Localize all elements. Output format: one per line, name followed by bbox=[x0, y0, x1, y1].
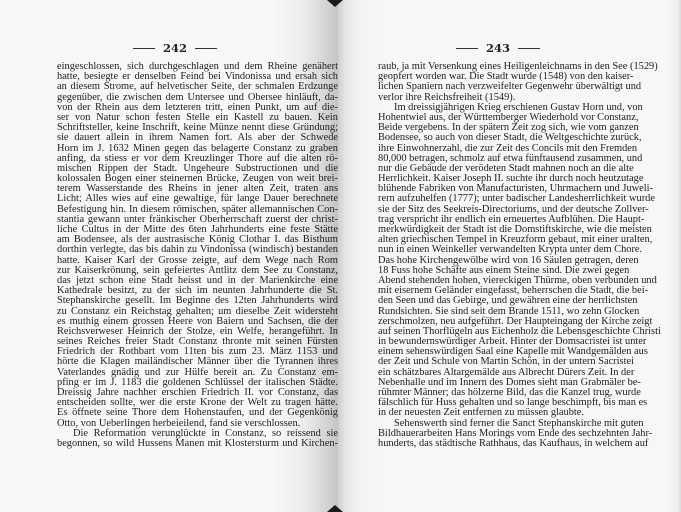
text-line: Abend stehenden hohen, viereckigen Thürme, oben verbunden und bbox=[378, 274, 657, 286]
text-line: Es öffnete seine Thore dem Hohenstaufen, und der Gegenkönig bbox=[57, 407, 338, 419]
right-page-number-text: 243 bbox=[486, 41, 511, 55]
text-line: rühmter Männer; das hölzerne Bild, das die Kanzel trug, wurde bbox=[378, 387, 641, 398]
text-line: hunderts, das städtische Rathhaus, das Kaufhaus, in welchem auf bbox=[378, 437, 649, 449]
text-line: Licht; Alles wies auf eine gewaltige, für lange Dauer berechnete bbox=[57, 193, 338, 205]
text-line: gegenüber, die zwischen dem Untersee und Obersee hinläuft, da- bbox=[57, 91, 338, 103]
text-line: stantia gewann unter fränkischer Oberherrschaft zuerst der christ- bbox=[57, 213, 338, 225]
text-line: das jetzt schon eine Stadt heisst und in der Marienkirche eine bbox=[57, 274, 338, 286]
text-line: Friedrich der Rothbart vom 11ten bis zum 23. März 1153 und bbox=[57, 346, 338, 358]
text-line: Die Reformation verunglückte in Constanz, so reissend sie bbox=[73, 427, 338, 439]
text-line: alten griechischen Tempel in Kreuzform gebaut, mit einer uralten, bbox=[378, 234, 653, 246]
spine-bottom-marker bbox=[327, 505, 343, 512]
text-line: Otto, von Ueberlingen herbeieilend, fand sie verschlossen. bbox=[57, 417, 301, 429]
text-line: nur die Gebäude der verödeten Stadt mahnen noch an die alte bbox=[378, 162, 634, 174]
text-line: Schriftsteller, keine Inschrift, keine Münze nennt diese Gründung; bbox=[57, 122, 338, 134]
text-line: Das hohe Kirchengewölbe wird von 16 Säulen getragen, deren bbox=[378, 254, 639, 266]
text-line: mischen Rippen der Stadt. Ungeheure Substructionen und die bbox=[57, 162, 338, 174]
text-line: Stephanskirche gesellt. Im Beginne des 12ten Jahrhunderts wird bbox=[57, 295, 338, 307]
text-line: einem sehenswürdigen Saal eine Kapelle mit Wandgemälden aus bbox=[378, 346, 648, 358]
text-line: Nebenhalle und im Innern des Domes sieht man Grabmäler be- bbox=[378, 376, 641, 388]
right-page-number bbox=[456, 41, 540, 55]
text-line: Im dreissigjährigen Krieg erschienen Gustav Horn und, von bbox=[394, 101, 643, 113]
text-line: seines Reiches freier Stadt Constanz thronte mit seinen Fürsten bbox=[57, 336, 338, 348]
text-line: Beide vergebens. In der spätern Zeit zog sich, wie vom ganzen bbox=[378, 122, 639, 134]
text-line: terem Wasserstande des Rheins in jener alten Zeit, traten ans bbox=[57, 183, 338, 195]
text-line: Dreissig Jahre nachher erschien Friedrich II. vor Constanz, das bbox=[57, 387, 338, 398]
text-line: Bodensee, so auch von dieser Stadt, die Weltgeschichte zurück, bbox=[378, 132, 642, 144]
left-page bbox=[0, 0, 338, 512]
text-line: Reichsverweser Heinrich der Stolze, ein Welfe, herangeführt. In bbox=[57, 325, 338, 337]
text-line: rern aufzuhelfen (1777); unter badischer Landesherrlichkeit wurde bbox=[378, 193, 655, 205]
text-line: Kathedrale besitzt, zu der sich im neunten Jahrhunderte die St. bbox=[57, 285, 338, 297]
text-line: 18 Fuss hohe Schäfte aus einem Steine sind. Die zwei gegen bbox=[378, 264, 630, 276]
text-line: sie dauert allein in ihrem Namen fort. Als aber der Schwede bbox=[57, 132, 338, 144]
text-line: hörte die Klagen mailändischer Männer über die Tyrannen ihres bbox=[57, 356, 338, 368]
text-line: raub, ja mit Versenkung eines Heiligenleichnams in den See (1529) bbox=[378, 61, 658, 72]
page-number-dash-left bbox=[456, 48, 478, 49]
text-line: Rundsichten. Sie sind seit dem Brande 1511, wo zehn Glocken bbox=[378, 305, 640, 317]
text-line: Vaterlandes gnädig und zur Hülfe bereit an. Zu Constanz em- bbox=[57, 366, 338, 378]
spine-top-marker bbox=[327, 0, 343, 7]
text-line: eingeschlossen, sich durchgeschlagen und dem Rheine genähert bbox=[57, 61, 338, 72]
text-line: 80,000 betragen, schmolz auf etwa fünftausend zusammen, und bbox=[378, 152, 643, 164]
page-number-dash-right bbox=[518, 48, 540, 49]
right-page bbox=[338, 0, 681, 512]
page-number-dash-right bbox=[195, 48, 217, 49]
text-line: kolossalen Bogen einer steinernen Brücke, Zeugen von weit brei- bbox=[57, 173, 338, 185]
text-line: verlor ihre Reichsfreiheit (1549). bbox=[378, 91, 516, 103]
text-line: blühende Fabriken von Manufacturisten, Uhrmachern und Juweli- bbox=[378, 183, 653, 195]
text-line: nun in einen Weinkeller verwandelten Krypta unter dem Chore. bbox=[378, 244, 643, 256]
text-line: lichen Spaniern nach verzweifelter Gegenwehr überwältigt und bbox=[378, 81, 642, 93]
text-line: anfing, da stiess er vor dem Kreuzlinger Thore auf die alten rö- bbox=[57, 152, 338, 164]
text-line: pfing er im J. 1183 die goldenen Schlüssel der italischen Städte. bbox=[57, 376, 338, 388]
page-number-dash-left bbox=[133, 48, 155, 49]
text-line: Bildhauerarbeiten Hans Morings vom Ende des sechzehnten Jahr- bbox=[378, 427, 653, 439]
text-line: hatte. Kaiser Karl der Grosse zeigte, auf dem Wege nach Rom bbox=[57, 254, 338, 266]
text-line: am Bodensee, als der austrasische König Clothar I. das Bisthum bbox=[57, 234, 338, 246]
text-line: trag verspricht ihr endlich ein erneuertes Aufblühen. Die Haupt- bbox=[378, 213, 645, 225]
text-line: geopfert worden war. Die Stadt wurde (1548) von den kaiser- bbox=[378, 71, 634, 83]
text-line: ein schätzbares Altargemälde aus Albrecht Dürers Zeit. In der bbox=[378, 366, 635, 378]
left-page-number-text: 242 bbox=[163, 41, 188, 55]
text-line: Hohentwiel aus, der Württemberger Wiederhold vor Constanz, bbox=[378, 111, 639, 123]
text-line: fälschlich für Huss gehalten und so lange beschimpft, bis man es bbox=[378, 397, 648, 409]
text-line: ser von Natur schon festen Stelle ein Kastell zu bauen. Kein bbox=[57, 111, 338, 123]
text-line: von der Rhein aus dem letzteren tritt, einen Punkt, um auf die- bbox=[57, 101, 338, 113]
text-line: Horn im J. 1632 Minen gegen das belagerte Constanz zu graben bbox=[57, 142, 338, 154]
right-page-text bbox=[378, 61, 661, 449]
text-line: dorthin verlegte, das bis dahin zu Vindonissa (windisch) bestanden bbox=[57, 244, 338, 256]
text-line: ihre Einwohnerzahl, die zur Zeit des Concils mit den Fremden bbox=[378, 142, 638, 154]
text-line: merkwürdigkeit der Stadt ist die Domstiftskirche, wie die meisten bbox=[378, 224, 652, 235]
text-line: zu Constanz ein Reichstag gehalten; um dieselbe Zeit widersteht bbox=[57, 305, 338, 317]
text-line: Befestigung hin. In diesem römischen, später allemannischen Con- bbox=[57, 203, 338, 215]
text-line: begonnen, so wild Hussens Manen mit Klostersturm und Kirchen- bbox=[57, 437, 338, 449]
text-line: liche Cultus in der Mitte des 6ten Jahrhunderts eine feste Stätte bbox=[57, 224, 338, 235]
left-page-number bbox=[133, 41, 217, 55]
text-line: an diesem Strome, auf helvetischer Seite, der schmalen Erdzunge bbox=[57, 81, 338, 93]
text-line: der Zeit und Schule von Martin Schön, in der untern Sacristei bbox=[378, 356, 634, 368]
text-line: Herrlichkeit. Kaiser Joseph II. suchte ihr durch noch heutzutage bbox=[378, 173, 644, 185]
text-line: auf seinen Thorflügeln aus Eichenholz die Lebensgeschichte Christi bbox=[378, 325, 661, 337]
text-line: in der neuesten Zeit entfernen zu müssen glaubte. bbox=[378, 407, 585, 419]
text-line: sie der Sitz des Seekreis-Directoriums, und der deutsche Zollver- bbox=[378, 203, 649, 215]
text-line: den Seen und das Gebirge, und gewähren eine der herrlichsten bbox=[378, 295, 638, 307]
text-line: entscheiden sollte, wer die erste Krone der Welt zu tragen hätte. bbox=[57, 397, 338, 409]
text-line: mit eisernem Geländer eingefasst, beherrschen die Stadt, die bei- bbox=[378, 285, 649, 297]
text-line: es muthig einem grossen Heere von Baiern und Sachsen, die der bbox=[57, 315, 338, 327]
text-line: Sehenswerth sind ferner die Sanct Stephanskirche mit guten bbox=[394, 417, 644, 429]
text-line: hatte, besiegte er denselben Feind bei Vindonissa und ersah sich bbox=[57, 71, 338, 83]
text-line: zur Kaiserkrönung, sein gefeiertes Antlitz dem See zu Constanz, bbox=[57, 264, 338, 276]
left-page-text bbox=[57, 62, 338, 449]
text-line: in bewundernswürdiger Arbeit. Hinter der Domsacristei ist unter bbox=[378, 336, 647, 348]
text-line: zerschmolzen, neu aufgeführt. Der Haupteingang der Kirche zeigt bbox=[378, 315, 653, 327]
